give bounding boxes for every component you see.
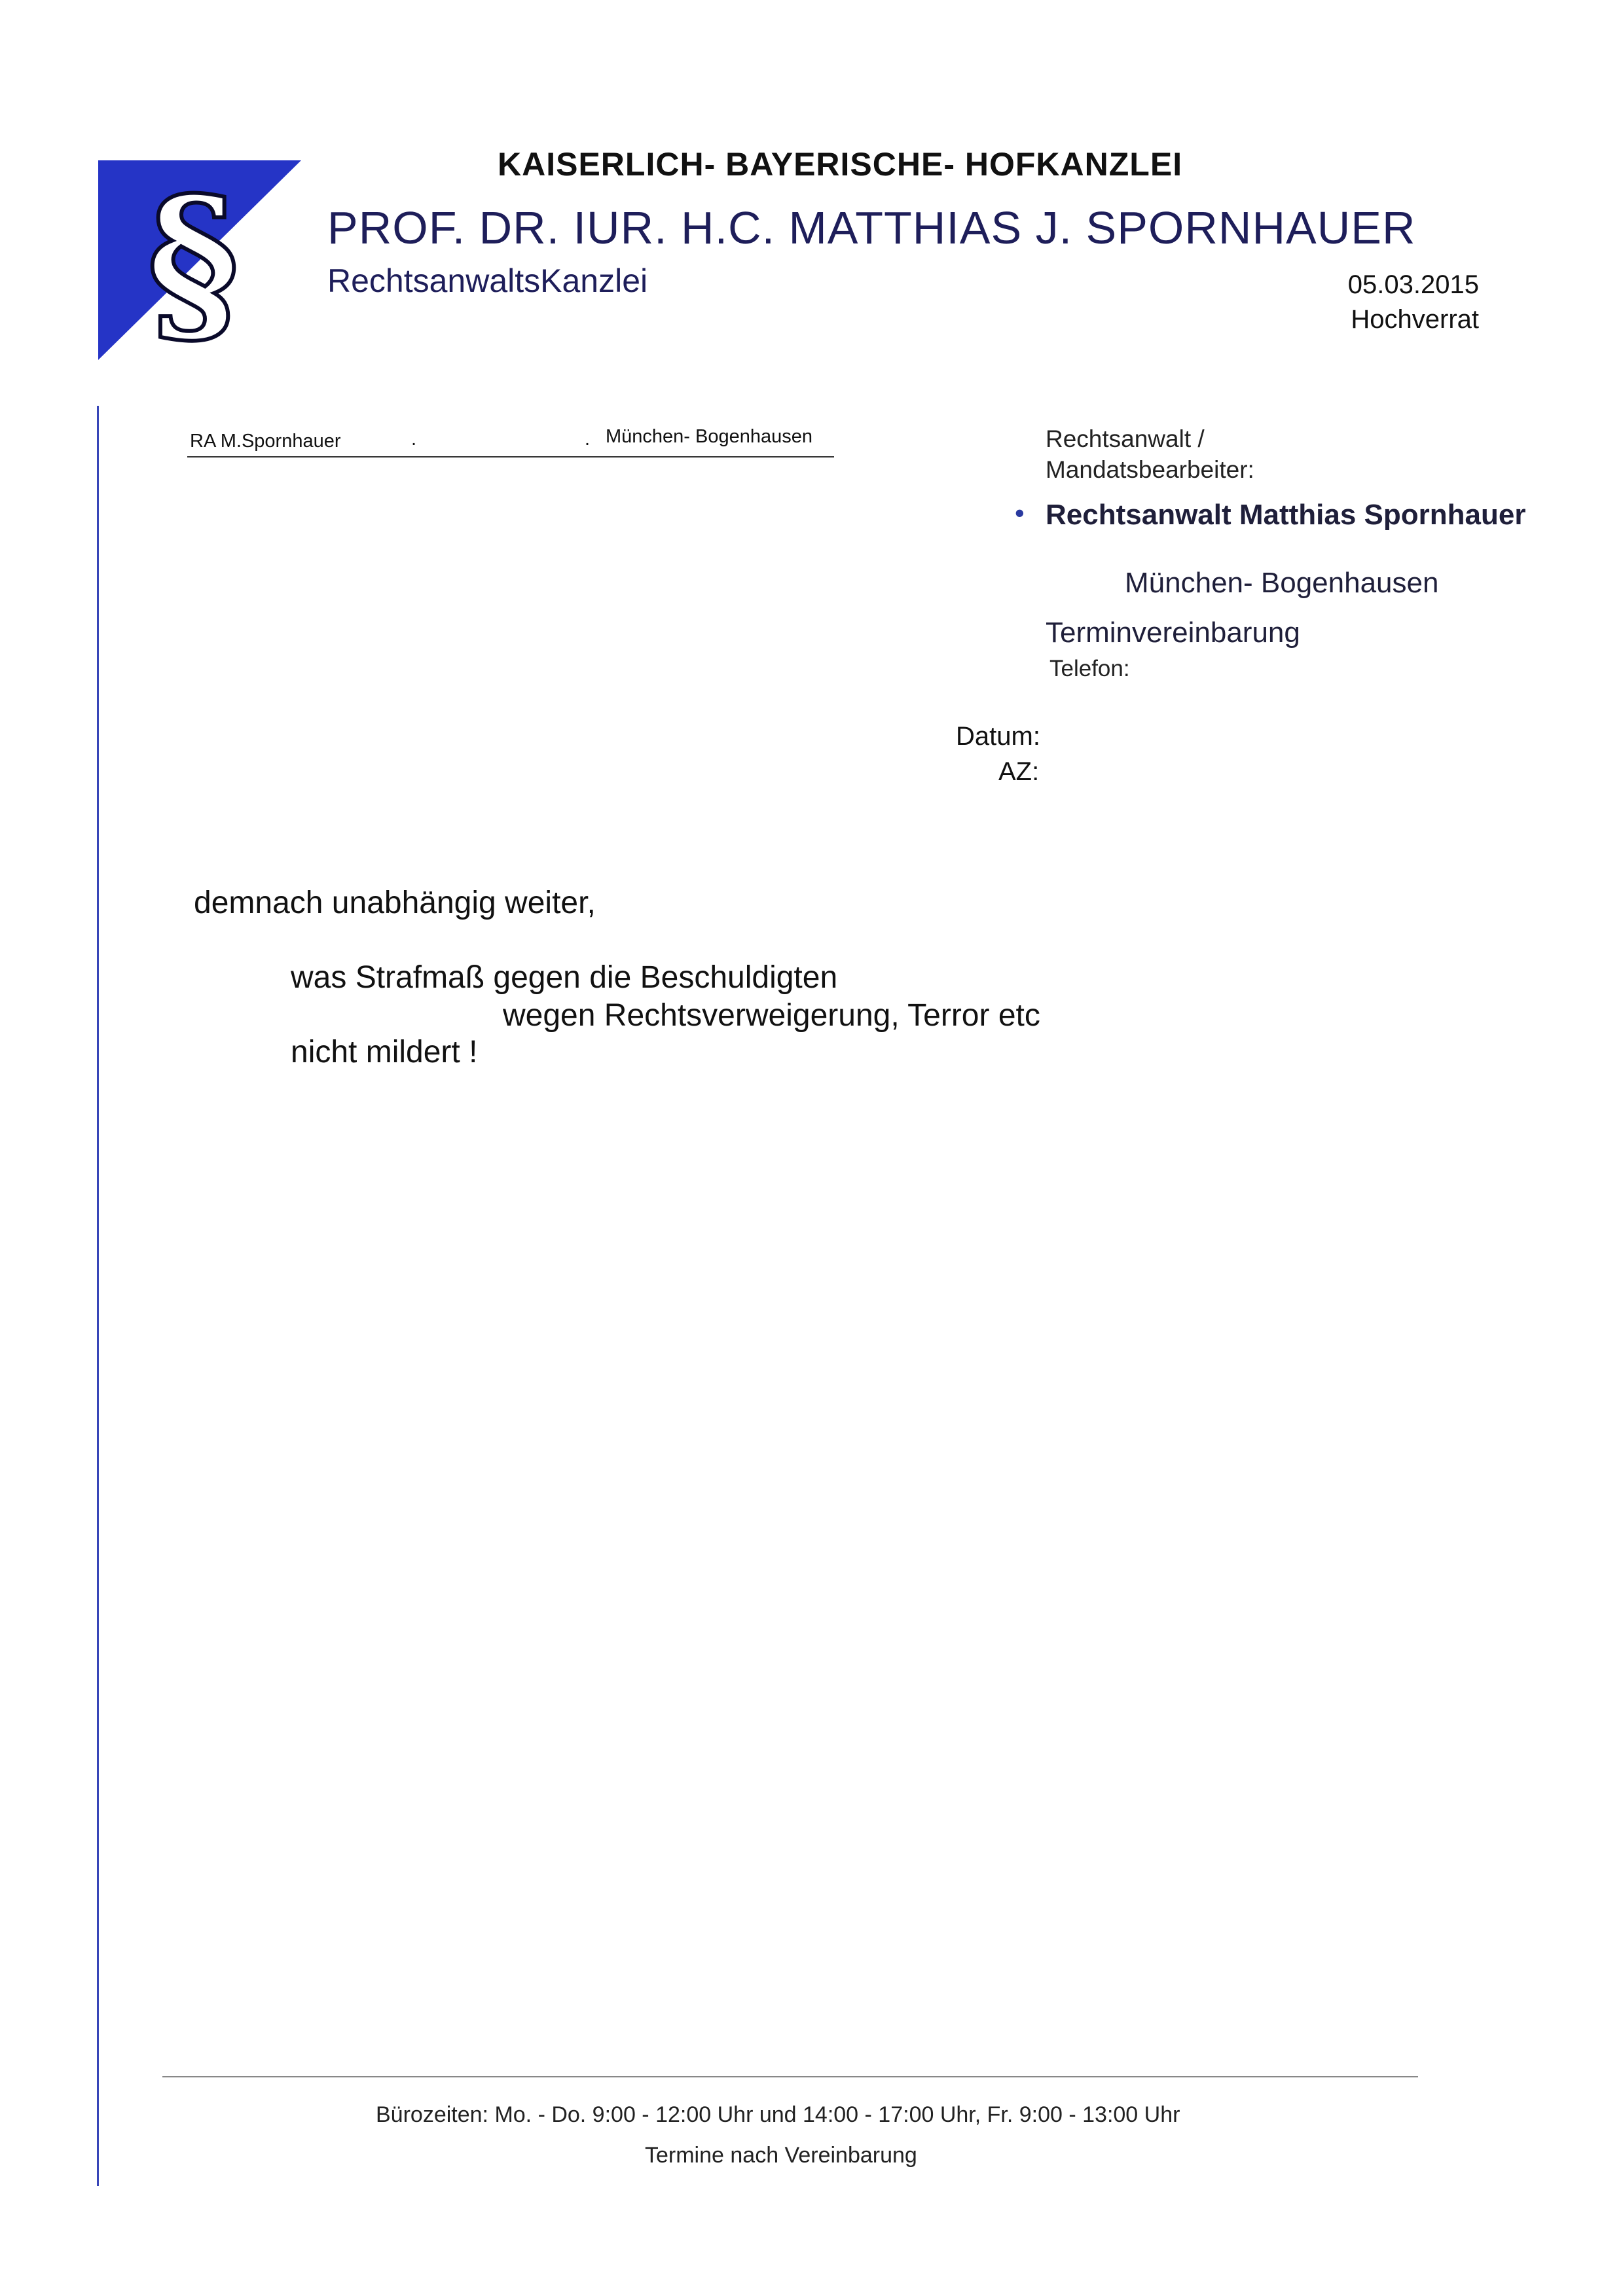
letterhead-title: KAISERLICH- BAYERISCHE- HOFKANZLEI xyxy=(498,146,1183,183)
contact-lawyer: Rechtsanwalt Matthias Spornhauer xyxy=(1046,499,1526,531)
contact-label: Mandatsbearbeiter: xyxy=(1046,456,1254,483)
letterhead-subtitle: RechtsanwaltsKanzlei xyxy=(327,262,648,299)
letterhead-name: PROF. DR. IUR. H.C. MATTHIAS J. SPORNHAUER xyxy=(327,202,1416,253)
paragraph-sign-icon xyxy=(98,160,301,360)
margin-rule xyxy=(97,406,99,2186)
sender-city: München- Bogenhausen xyxy=(606,426,813,447)
body-line: was Strafmaß gegen die Beschuldigten xyxy=(291,960,838,995)
sender-underline xyxy=(187,456,834,457)
body-line: wegen Rechtsverweigerung, Terror etc xyxy=(503,998,1040,1033)
svg-text:§: § xyxy=(147,160,240,360)
footer-appointments: Termine nach Vereinbarung xyxy=(645,2143,917,2168)
body-line: demnach unabhängig weiter, xyxy=(194,886,596,920)
az-label: AZ: xyxy=(998,757,1040,786)
footer-hours: Bürozeiten: Mo. - Do. 9:00 - 12:00 Uhr und 14:00 - 17:00 Uhr, Fr. 9:00 - 13:00 Uhr xyxy=(376,2102,1180,2127)
sender-separator: . xyxy=(585,429,591,450)
contact-label: Rechtsanwalt / xyxy=(1046,425,1205,452)
letter-subject: Hochverrat xyxy=(1351,305,1479,334)
bullet-icon: • xyxy=(1015,497,1025,528)
datum-label: Datum: xyxy=(956,722,1040,751)
sender-separator: . xyxy=(411,429,417,450)
contact-phone-label: Telefon: xyxy=(1049,656,1130,681)
footer-rule xyxy=(162,2076,1418,2077)
body-line: nicht mildert ! xyxy=(291,1035,478,1069)
contact-city: München- Bogenhausen xyxy=(1125,567,1439,599)
sender-name: RA M.Spornhauer xyxy=(190,431,341,452)
letter-date: 05.03.2015 xyxy=(1347,270,1479,299)
contact-appointment: Terminvereinbarung xyxy=(1046,617,1300,649)
